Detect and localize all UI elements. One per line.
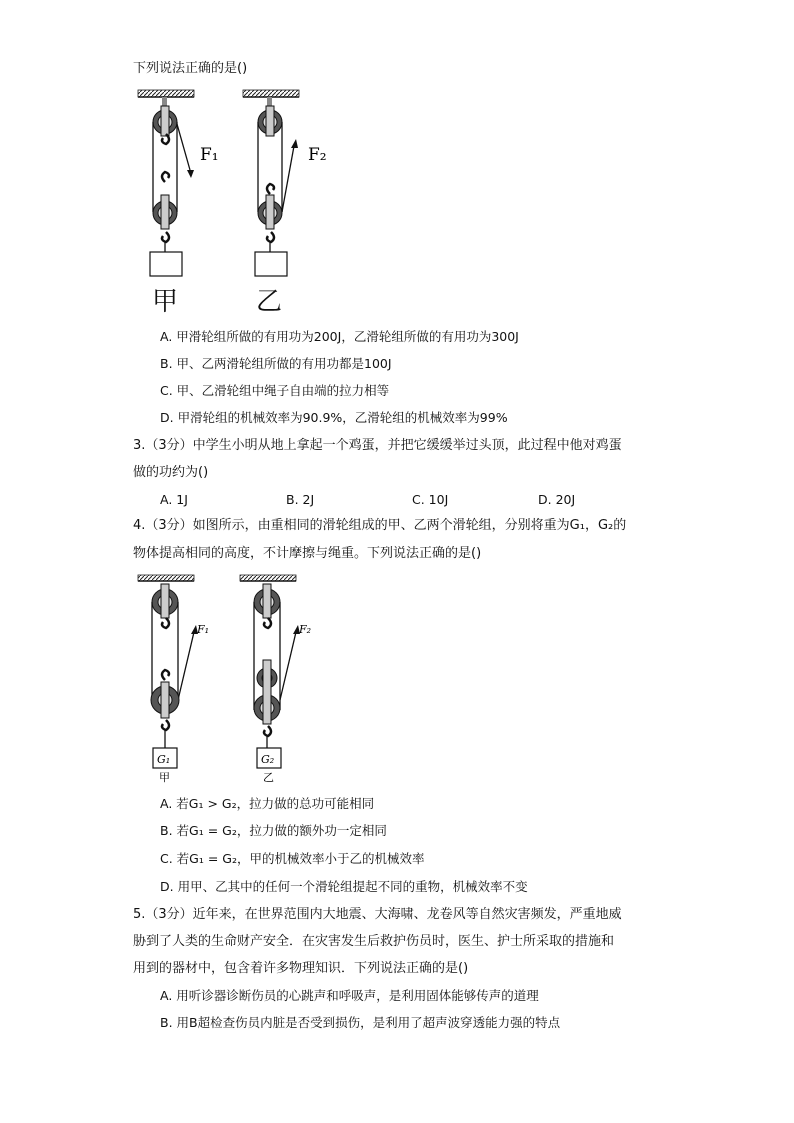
figure1-label-yi: 乙 (256, 287, 283, 317)
pulley-system-yi-2 (240, 575, 300, 768)
q3-option-a[interactable]: A. 1J (160, 492, 188, 507)
q4-option-d[interactable]: D. 用甲、乙其中的任何一个滑轮组提起不同的重物，机械效率不变 (160, 879, 528, 894)
q3-stem-line2: 做的功约为() (133, 465, 209, 480)
force-label-f2: F₂ (308, 145, 327, 165)
q3-option-d[interactable]: D. 20J (538, 492, 576, 507)
q2-option-d[interactable]: D. 甲滑轮组的机械效率为90.9%，乙滑轮组的机械效率为99% (160, 410, 508, 425)
intro-text: 下列说法正确的是() (133, 61, 248, 76)
q4-option-c[interactable]: C. 若G₁ = G₂，甲的机械效率小于乙的机械效率 (160, 851, 425, 866)
q3-stem-line1: 3.（3分）中学生小明从地上拿起一个鸡蛋，并把它缓缓举过头顶，此过程中他对鸡蛋 (133, 438, 622, 453)
force-label-f2-fig2: F₂ (299, 623, 312, 636)
q4-option-b[interactable]: B. 若G₁ = G₂，拉力做的额外功一定相同 (160, 823, 387, 838)
pulley-system-jia-2 (138, 575, 198, 768)
q5-stem-line3: 用到的器材中，包含着许多物理知识．下列说法正确的是() (133, 961, 469, 976)
figure1-label-jia: 甲 (152, 287, 179, 317)
figure2-label-yi: 乙 (263, 771, 274, 784)
q5-option-a[interactable]: A. 用听诊器诊断伤员的心跳声和呼吸声，是利用固体能够传声的道理 (160, 988, 539, 1003)
force-label-f1: F₁ (200, 145, 219, 165)
weight-label-g2: G₂ (261, 753, 275, 766)
weight-label-g1: G₁ (157, 753, 171, 766)
q2-option-b[interactable]: B. 甲、乙两滑轮组所做的有用功都是100J (160, 356, 392, 371)
q5-stem-line2: 胁到了人类的生命财产安全．在灾害发生后救护伤员时，医生、护士所采取的措施和 (133, 934, 615, 949)
q4-stem-line1: 4.（3分）如图所示，由重相同的滑轮组成的甲、乙两个滑轮组，分别将重为G₁，G₂的 (133, 518, 627, 533)
q3-option-b[interactable]: B. 2J (286, 492, 315, 507)
q4-stem-line2: 物体提高相同的高度，不计摩擦与绳重。下列说法正确的是() (133, 546, 482, 561)
q5-stem-line1: 5.（3分）近年来，在世界范围内大地震、大海啸、龙卷风等自然灾害频发，严重地威 (133, 907, 622, 922)
q2-option-a[interactable]: A. 甲滑轮组所做的有用功为200J，乙滑轮组所做的有用功为300J (160, 329, 519, 344)
q3-option-c[interactable]: C. 10J (412, 492, 449, 507)
force-label-f1-fig2: F₁ (197, 623, 210, 636)
q4-option-a[interactable]: A. 若G₁ > G₂，拉力做的总功可能相同 (160, 796, 375, 811)
figure2-label-jia: 甲 (159, 771, 170, 784)
q2-option-c[interactable]: C. 甲、乙滑轮组中绳子自由端的拉力相等 (160, 383, 390, 398)
q5-option-b[interactable]: B. 用B超检查伤员内脏是否受到损伤，是利用了超声波穿透能力强的特点 (160, 1015, 561, 1030)
